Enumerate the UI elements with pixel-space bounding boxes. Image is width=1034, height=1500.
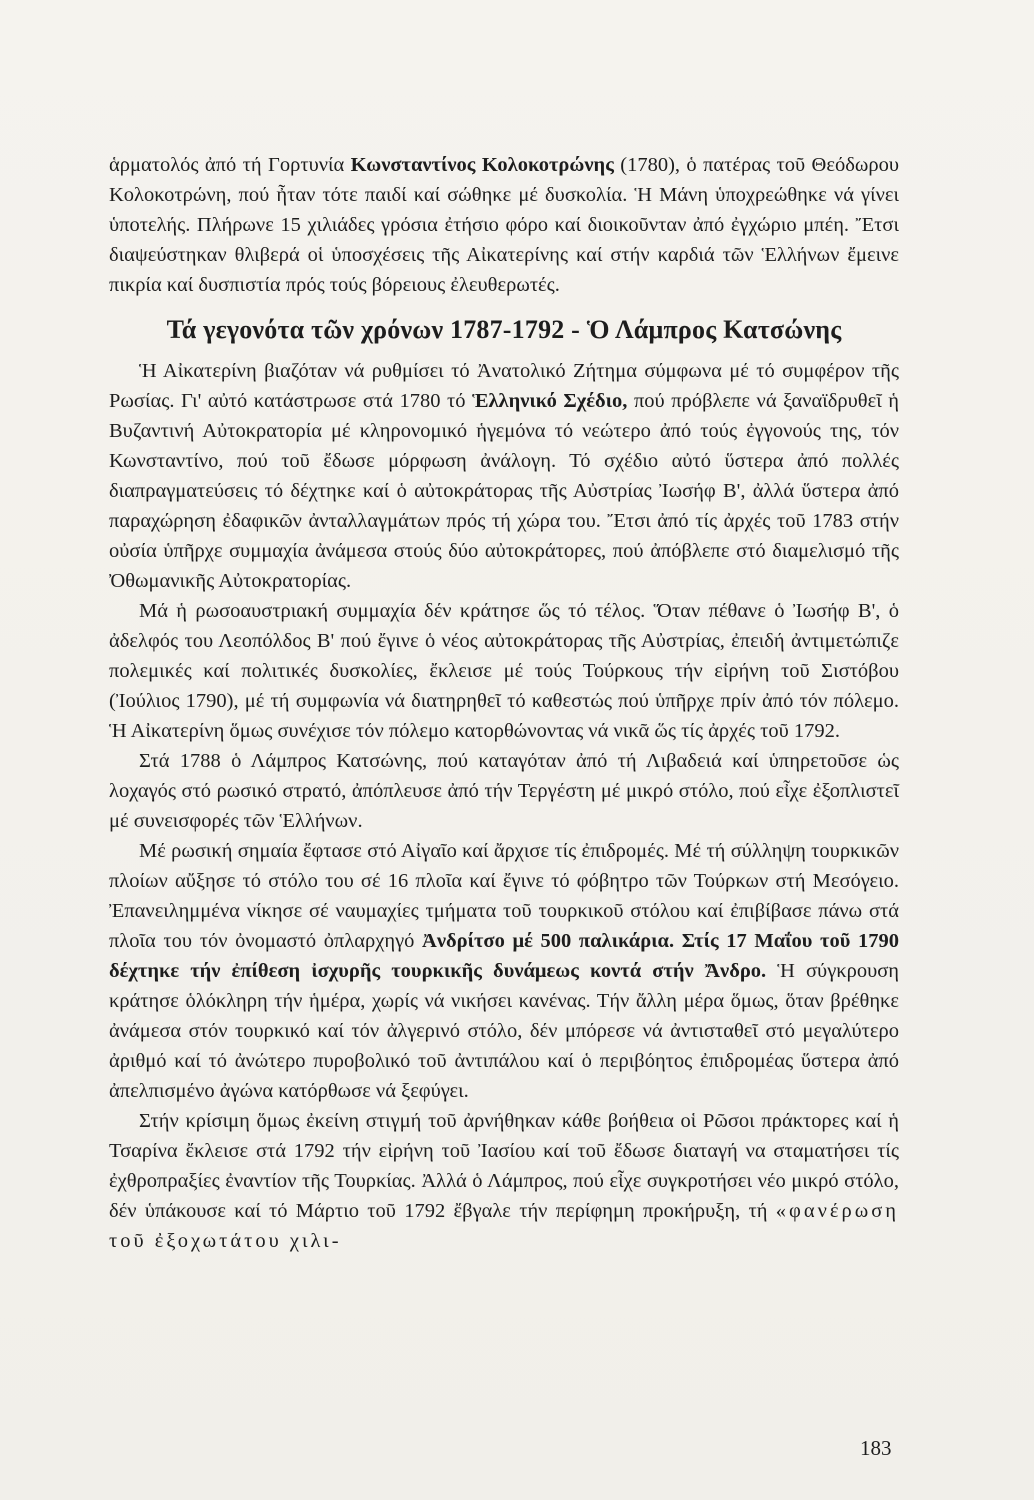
text-run: Ἡ σύγκρουση κράτησε ὁλόκληρη τήν ἡμέρα, χωρίς νά νικήσει κανένας. Τήν ἄλλη μέρα ὅμως, ὅταν βρέθηκε ἀνάμεσα στόν τουρκικό καί τόν ἀλγερινό στόλο, δέν μπόρεσε νά ἀντισταθεῖ στό μεγαλύτερο ἀριθμό καί τό ἀνώτερο πυροβολικό τοῦ ἀντιπάλου καί ὁ περιβόητος ἐπιδρομέας ὕστερα ἀπό ἀπελπισμένο ἀγώνα κατόρθωσε νά ξεφύγει. bbox=[109, 960, 899, 1102]
text-run: ἁρματολός ἀπό τή Γορτυνία bbox=[109, 154, 351, 176]
paragraph-4: Στά 1788 ὁ Λάμπρος Κατσώνης, πού καταγόταν ἀπό τή Λιβαδειά καί ὑπηρετοῦσε ὡς λοχαγός στό ρωσικό στρατό, ἀπόπλευσε ἀπό τήν Τεργέστη μέ μικρό στόλο, πού εἶχε ἐξοπλιστεῖ μέ συνεισφορές τῶν Ἑλλήνων. bbox=[109, 750, 899, 832]
text-run: Μέ ρωσική σημαία ἔφτασε στό Αἰγαῖο καί ἄρχισε τίς ἐπιδρομές. Μέ τή σύλληψη τουρκικῶν πλοίων αὔξησε τό στόλο του σέ 16 πλοῖα καί ἔγινε τό φόβητρο τῶν Τούρκων στή Μεσόγειο. Ἐπανειλημμένα νίκησε σέ ναυμαχίες τμήματα τοῦ τουρκικοῦ στόλου καί ἐπιβίβασε πάνω στά πλοῖα του τόν ὀνομαστό ὀπλαρχηγό bbox=[109, 840, 899, 952]
spaced-quote: «φανέρωση τοῦ ἐξοχωτάτου χιλι- bbox=[109, 1200, 899, 1252]
section-heading: Τά γεγονότα τῶν χρόνων 1787-1792 - Ὁ Λάμπρος Κατσώνης bbox=[166, 315, 842, 344]
page-number: 183 bbox=[860, 1436, 892, 1460]
text-run: πού πρόβλεπε νά ξαναϊδρυθεῖ ἡ Βυζαντινή Αὐτοκρατορία μέ κληρονομικό ἡγεμόνα τό νεώτερο ἀπό τούς ἐγγονούς της, τόν Κωνσταντίνο, πού τοῦ ἔδωσε μόρφωση ἀνάλογη. Τό σχέδιο αὐτό ὕστερα ἀπό πολλές διαπραγματεύσεις τό δέχτηκε καί ὁ αὐτοκράτορας τῆς Αὐστρίας Ἰωσήφ Β', ἀλλά ὕστερα ἀπό παραχώρηση ἐδαφικῶν ἀνταλλαγμάτων πρός τή χώρα του. Ἔτσι ἀπό τίς ἀρχές τοῦ 1783 στήν οὐσία ὑπῆρχε συμμαχία ἀνάμεσα στούς δύο αὐτοκράτορες, πού ἀπόβλεπε στό διαμελισμό τῆς Ὀθωμανικῆς Αὐτοκρατορίας. bbox=[109, 390, 900, 592]
text-run: Στήν κρίσιμη ὅμως ἐκείνη στιγμή τοῦ ἀρνήθηκαν κάθε βοήθεια οἱ Ρῶσοι πράκτορες καί ἡ Τσαρίνα ἔκλεισε στά 1792 τήν εἰρήνη τοῦ Ἰασίου καί τοῦ ἔδωσε διαταγή να σταματήσει τίς ἐχθροπραξίες ἐναντίον τῆς Τουρκίας. Ἀλλά ὁ Λάμπρος, πού εἶχε συγκροτήσει νέο μικρό στόλο, δέν ὑπάκουσε καί τό Μάρτιο τοῦ 1792 ἔβγαλε τήν περίφημη προκήρυξη, τή bbox=[109, 1110, 899, 1222]
text-run: Ἡ Αἰκατερίνη βιαζόταν νά ρυθμίσει τό Ἀνατολικό Ζήτημα σύμφωνα μέ τό συμφέρον τῆς Ρωσίας. Γι' αὐτό κατάστρωσε στά 1780 τό bbox=[109, 360, 899, 412]
paragraph-6 bbox=[109, 1106, 899, 1256]
paragraph-2 bbox=[109, 356, 899, 596]
paragraph-3: Μά ἡ ρωσοαυστριακή συμμαχία δέν κράτησε ὥς τό τέλος. Ὅταν πέθανε ὁ Ἰωσήφ Β', ὁ ἀδελφός του Λεοπόλδος Β' πού ἔγινε ὁ νέος αὐτοκράτορας τῆς Αὐστρίας, ἐπειδή ἀντιμετώπιζε πολεμικές καί πολιτικές δυσκολίες, ἔκλεισε μέ τούς Τούρκους τήν εἰρήνη τοῦ Σιστόβου (Ἰούλιος 1790), μέ τή συμφωνία νά διατηρηθεῖ τό καθεστώς πού ὑπῆρχε πρίν ἀπό τόν πόλεμο. Ἡ Αἰκατερίνη ὅμως συνέχισε τόν πόλεμο κατορθώνοντας νά νικᾶ ὥς τίς ἀρχές τοῦ 1792. bbox=[109, 600, 899, 742]
page-body bbox=[109, 150, 899, 1256]
paragraph-5 bbox=[109, 836, 899, 1106]
bold-greek-plan: Ἑλληνικό Σχέδιο, bbox=[472, 390, 628, 412]
bold-andritsos-andros: Ἀνδρίτσο μέ 500 παλικάρια. Στίς 17 Μαΐου τοῦ 1790 δέχτηκε τήν ἐπίθεση ἰσχυρῆς τουρκικῆς δυνάμεως κοντά στήν Ἄνδρο. bbox=[109, 930, 899, 982]
paragraph-1 bbox=[109, 150, 899, 300]
text-run: (1780), ὁ πατέρας τοῦ Θεόδωρου Κολοκοτρώνη, πού ἦταν τότε παιδί καί σώθηκε μέ δυσκολία. Ἡ Μάνη ὑποχρεώθηκε νά γίνει ὑποτελής. Πλήρωνε 15 χιλιάδες γρόσια ἐτήσιο φόρο καί διοικοῦνταν ἀπό ἐγχώριο μπέη. Ἔτσι διαψεύστηκαν θλιβερά οἱ ὑποσχέσεις τῆς Αἰκατερίνης καί στήν καρδιά τῶν Ἑλλήνων ἔμεινε πικρία καί δυσπιστία πρός τούς βόρειους ἐλευθερωτές. bbox=[109, 154, 899, 296]
bold-name-kolokotronis: Κωνσταντίνος Κολοκοτρώνης bbox=[350, 154, 614, 176]
